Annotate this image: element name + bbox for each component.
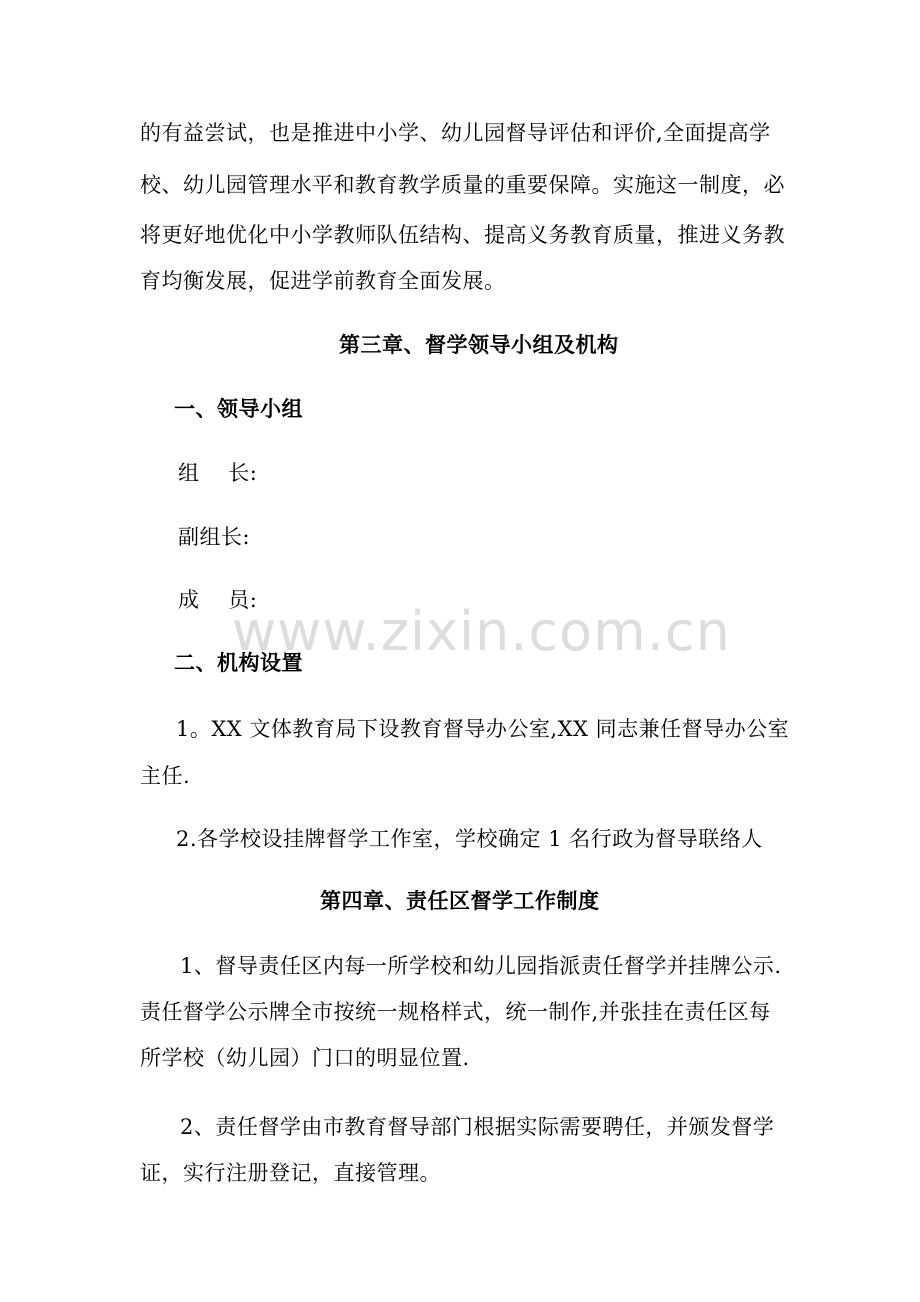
section-leadership-group: 一、领导小组	[174, 396, 303, 421]
duty-item-1-line-1: 1、督导责任区内每一所学校和幼儿园指派责任督学并挂牌公示.	[180, 954, 782, 978]
watermark: www.zixin.com.cn	[232, 600, 731, 663]
intro-line-3: 将更好地优化中小学教师队伍结构、提高义务教育质量，推进义务教	[140, 223, 785, 247]
org-item-1-line-1: 1。XX 文体教育局下设教育督导办公室,XX 同志兼任督导办公室	[176, 717, 790, 741]
duty-item-2-line-2: 证，实行注册登记，直接管理。	[140, 1161, 441, 1185]
section-organization: 二、机构设置	[174, 650, 303, 675]
org-item-1-line-2: 主任.	[140, 764, 191, 788]
intro-line-1: 的有益尝试，也是推进中小学、幼儿园督导评估和评价,全面提高学	[140, 121, 771, 145]
org-item-2: 2.各学校设挂牌督学工作室，学校确定 1 名行政为督导联络人	[176, 827, 763, 851]
duty-item-1-line-2: 责任督学公示牌全市按统一规格样式，统一制作,并张挂在责任区每	[140, 1000, 771, 1024]
deputy-leader-label: 副组长:	[178, 525, 251, 549]
intro-line-4: 育均衡发展，促进学前教育全面发展。	[140, 269, 506, 293]
intro-line-2: 校、幼儿园管理水平和教育教学质量的重要保障。实施这一制度，必	[140, 173, 785, 197]
leader-label: 组 长:	[178, 461, 258, 485]
duty-item-1-line-3: 所学校（幼儿园）门口的明显位置.	[140, 1046, 470, 1070]
chapter-4-title: 第四章、责任区督学工作制度	[320, 888, 600, 913]
chapter-3-title: 第三章、督学领导小组及机构	[339, 332, 619, 357]
duty-item-2-line-1: 2、责任督学由市教育督导部门根据实际需要聘任，并颁发督学	[180, 1115, 775, 1139]
members-label: 成 员:	[178, 588, 258, 612]
